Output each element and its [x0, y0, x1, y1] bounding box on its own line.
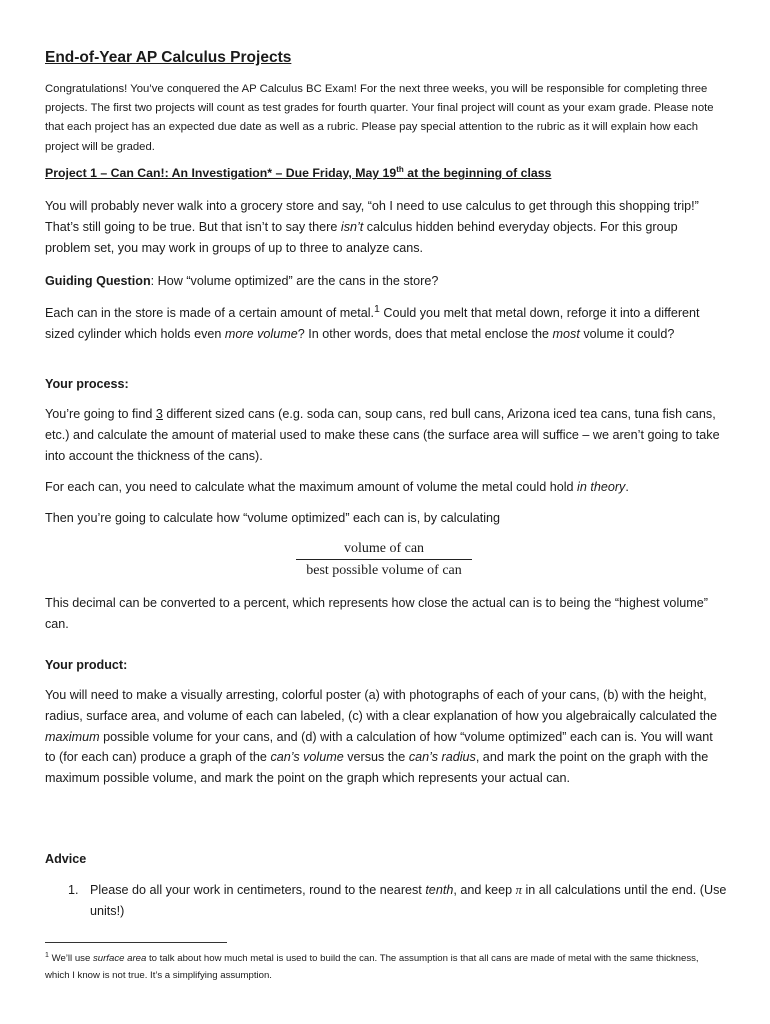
text-run: Please do all your work in centimeters, round to the nearest [90, 883, 426, 897]
text-run: You will probably never walk into a grocery store and say, “oh I need to use calculus to get through this shopping trip!” That’s still going to be true. But that isn’t to say there [45, 199, 699, 234]
intro-can-paragraph [45, 196, 725, 258]
emphasis-text: more volume [224, 326, 298, 341]
emphasis-text: in theory [577, 480, 626, 494]
text-run: possible volume for your cans, and (d) with a calculation of how “volume optimized” each can is. You will want to (for each can) produce a graph of the [45, 729, 713, 765]
emphasis-text: most [552, 326, 580, 341]
volume-ratio-fraction [296, 539, 472, 580]
text-run: in all calculations until the end. (Use units!) [90, 883, 727, 918]
footnote-ref: 1 [374, 302, 380, 315]
underlined-number: 3 [155, 407, 163, 421]
project-1-heading-sup: th [396, 164, 404, 174]
each-can-paragraph [45, 477, 725, 498]
text-run: Could you melt that metal down, reforge it into a different sized cylinder which holds even [45, 306, 700, 341]
emphasis-text: isn’t [340, 219, 364, 234]
process-paragraph [45, 404, 725, 466]
text-run: You’re going to find [45, 407, 156, 421]
project-1-heading-text: Project 1 – Can Can!: An Investigation* – Due Friday, May 19 [45, 166, 397, 180]
text-run: ? In other words, does that metal enclose the [297, 326, 553, 341]
text-run: different sized cans (e.g. soda can, soup cans, red bull cans, Arizona iced tea cans, tuna fish cans, etc.) and calculate the amount of material used to make these cans (the surface area will suffice – we aren’t going to take into account the thickness of the cans). [45, 407, 720, 463]
emphasis-text: tenth [425, 883, 454, 897]
product-heading: Your product: [45, 658, 128, 672]
text-run: versus the [343, 750, 409, 765]
fraction-numerator: volume of can [296, 539, 472, 560]
emphasis-text: maximum [45, 729, 100, 744]
text-run: calculus hidden behind everyday objects. For this group problem set, you may work in groups of up to three to analyze cans. [45, 219, 678, 255]
text-run: . [625, 480, 629, 494]
text-run: , and mark the point on the graph with the maximum possible volume, and mark the point on the graph which represents your actual can. [45, 750, 709, 786]
text-run: We’ll use [48, 953, 93, 964]
emphasis-text: can’s volume [270, 750, 344, 765]
guiding-question-text: : How “volume optimized” are the cans in the store? [150, 274, 439, 288]
project-1-heading-tail: at the beginning of class [403, 166, 552, 180]
decimal-paragraph: This decimal can be converted to a percent, which represents how close the actual can is to being the “highest volume” can. [45, 596, 708, 631]
footnote-divider [45, 942, 227, 943]
text-run: volume it could? [579, 326, 675, 341]
project-1-heading [45, 166, 725, 180]
emphasis-text: surface area [92, 953, 147, 964]
guiding-question [45, 271, 725, 292]
advice-heading: Advice [45, 852, 87, 866]
text-run: For each can, you need to calculate what the maximum amount of volume the metal could hold [45, 480, 578, 494]
pi-symbol: π [515, 883, 522, 897]
product-paragraph [45, 685, 725, 789]
list-item-number: 1. [68, 883, 79, 897]
list-item-text [90, 880, 728, 922]
advice-list-item [68, 880, 728, 922]
text-run: to talk about how much metal is used to build the can. The assumption is that all cans are made of metal with the same thickness, which I know is not true. It’s a simplifying assumption. [45, 953, 699, 981]
text-run: , and keep [453, 883, 516, 897]
page-title: End-of-Year AP Calculus Projects [45, 49, 292, 66]
fraction-denominator: best possible volume of can [306, 563, 462, 578]
text-run: Each can in the store is made of a certain amount of metal. [45, 306, 375, 320]
process-heading: Your process: [45, 377, 129, 391]
intro-paragraph: Congratulations! You’ve conquered the AP Calculus BC Exam! For the next three weeks, you will be responsible for completing three projects. The first two projects will count as test grades for fourth quarter. Your final project will count as your exam grade. Please note that each project has an expected due date as well as a rubric. Please pay special attention to the rubric as it will explain how each project will be graded. [45, 83, 714, 153]
guiding-question-label: Guiding Question [45, 274, 151, 288]
then-paragraph: Then you’re going to calculate how “volume optimized” each can is, by calculating [45, 511, 501, 525]
text-run: You will need to make a visually arresting, colorful poster (a) with photographs of each of your cans, (b) with the height, radius, surface area, and volume of each can labeled, (c) with a clear explanation of how you algebraically calculated the [45, 688, 718, 723]
emphasis-text: can’s radius [408, 750, 476, 765]
footnote [45, 950, 725, 984]
footnote-marker: 1 [45, 951, 49, 959]
metal-paragraph [45, 303, 725, 345]
